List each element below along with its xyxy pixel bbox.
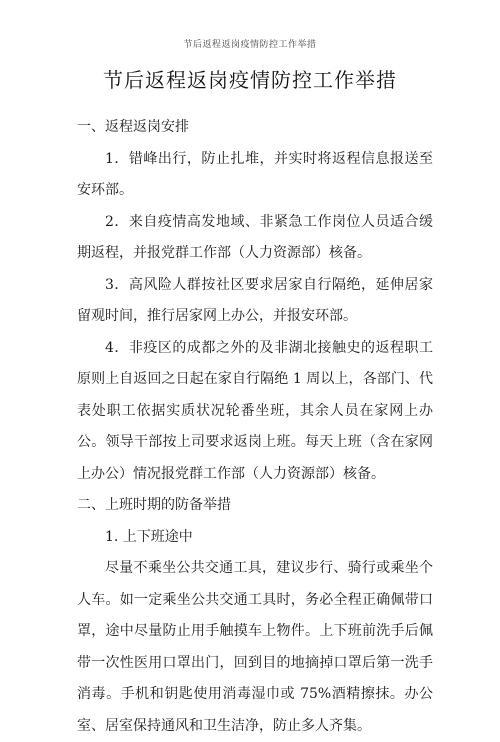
section-heading-work-precautions: 二、上班时期的防备举措 — [77, 497, 231, 513]
running-header: 节后返程返岗疫情防控工作举措 — [183, 40, 317, 50]
document-title: 节后返程返岗疫情防控工作举措 — [103, 68, 397, 92]
paragraph-commute-precautions: 尽量不乘坐公共交通工具，建议步行、骑行或乘坐个人车。如一定乘坐公共交通工具时，务必全程正确佩带口罩，途中尽量防止用手触摸车上物件。上下班前洗手后佩带一次性医用口罩出门，回到目的地摘掉口罩后第一洗手消毒。手机和钥匙使用消毒湿巾或 75%酒精擦抹。办公室、居室保持通风和卫生洁净，防止多人齐集。 — [77, 560, 433, 734]
paragraph-high-risk-isolation: 3．高风险人群按社区要求居家自行隔绝，延伸居家留观时间，推行居家网上办公，并报安环部。 — [77, 276, 433, 324]
paragraph-staggered-travel: 1．错峰出行，防止扎堆，并实时将返程信息报送至安环部。 — [77, 150, 433, 198]
document-body — [77, 112, 433, 742]
paragraph-delayed-return: 2．来自疫情高发地域、非紧急工作岗位人员适合缓期返程，并报党群工作部（人力资源部）核备。 — [77, 213, 433, 261]
subheading-commute: 1. 上下班途中 — [105, 528, 193, 545]
section-heading-return-arrangement: 一、返程返岗安排 — [77, 119, 189, 135]
paragraph-non-epidemic-staff: 4．非疫区的成都之外的及非湖北接触史的返程职工原则上自返回之日起在家自行隔绝 1 周以上，各部门、代表处职工依据实质状况轮番坐班，其余人员在家网上办公。领导干部按上司要求返岗上班。每天上班（含在家网上办公）情况报党群工作部（人力资源部）核备。 — [77, 339, 433, 482]
